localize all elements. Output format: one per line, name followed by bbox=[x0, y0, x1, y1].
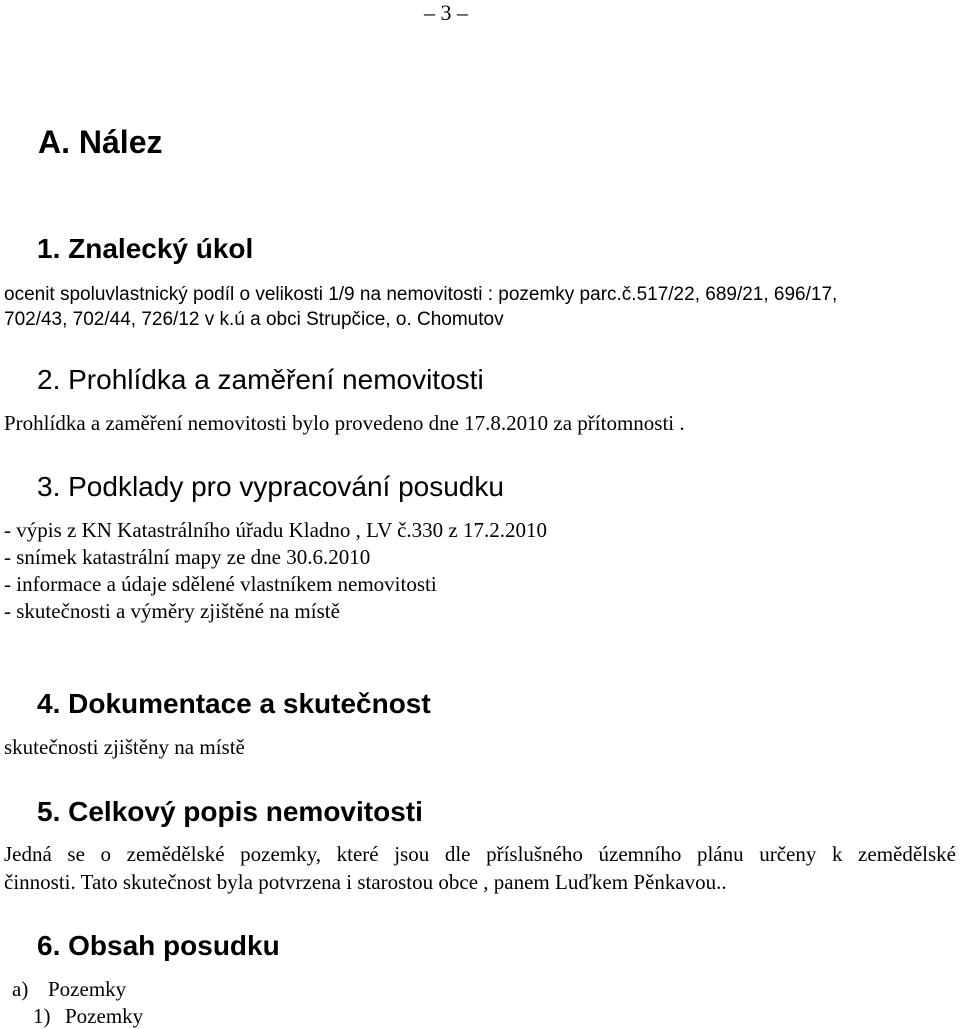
task-text-line-1: ocenit spoluvlastnický podíl o velikosti 1/9 na nemovitosti : pozemky parc.č.517/22, 689/21, 696/17, bbox=[4, 284, 838, 305]
content-item-a-label: a) bbox=[12, 977, 29, 1001]
source-item-3: - informace a údaje sdělené vlastníkem nemovitosti bbox=[4, 572, 437, 596]
source-item-2: - snímek katastrální mapy ze dne 30.6.2010 bbox=[4, 545, 371, 569]
heading-znalecky-ukol: 1. Znalecký úkol bbox=[37, 233, 254, 264]
heading-dokumentace: 4. Dokumentace a skutečnost bbox=[37, 688, 431, 719]
section-title: A. Nález bbox=[38, 124, 163, 160]
heading-celkovy-popis: 5. Celkový popis nemovitosti bbox=[37, 796, 423, 827]
source-item-4: - skutečnosti a výměry zjištěné na místě bbox=[4, 599, 340, 623]
description-line-1: Jedná se o zemědělské pozemky, které jsou dle příslušného územního plánu určeny k zemědělské bbox=[4, 842, 956, 866]
content-item-a bbox=[12, 977, 126, 1002]
heading-podklady: 3. Podklady pro vypracování posudku bbox=[37, 471, 504, 502]
heading-prohlidka: 2. Prohlídka a zaměření nemovitosti bbox=[37, 364, 484, 395]
task-text-line-2: 702/43, 702/44, 726/12 v k.ú a obci Strupčice, o. Chomutov bbox=[4, 309, 504, 330]
inspection-text: Prohlídka a zaměření nemovitosti bylo provedeno dne 17.8.2010 za přítomnosti . bbox=[4, 411, 685, 435]
page-number: – 3 – bbox=[424, 0, 468, 25]
content-item-a-text: Pozemky bbox=[48, 977, 127, 1001]
content-item-1-text: Pozemky bbox=[65, 1004, 144, 1028]
source-item-1: - výpis z KN Katastrálního úřadu Kladno , LV č.330 z 17.2.2010 bbox=[4, 518, 547, 542]
heading-obsah-posudku: 6. Obsah posudku bbox=[37, 930, 280, 961]
documentation-text: skutečnosti zjištěny na místě bbox=[4, 735, 245, 759]
content-item-1-label: 1) bbox=[33, 1004, 51, 1028]
content-item-1 bbox=[33, 1004, 143, 1029]
description-line-2: činnosti. Tato skutečnost byla potvrzena i starostou obce , panem Luďkem Pěnkavou.. bbox=[4, 870, 727, 894]
